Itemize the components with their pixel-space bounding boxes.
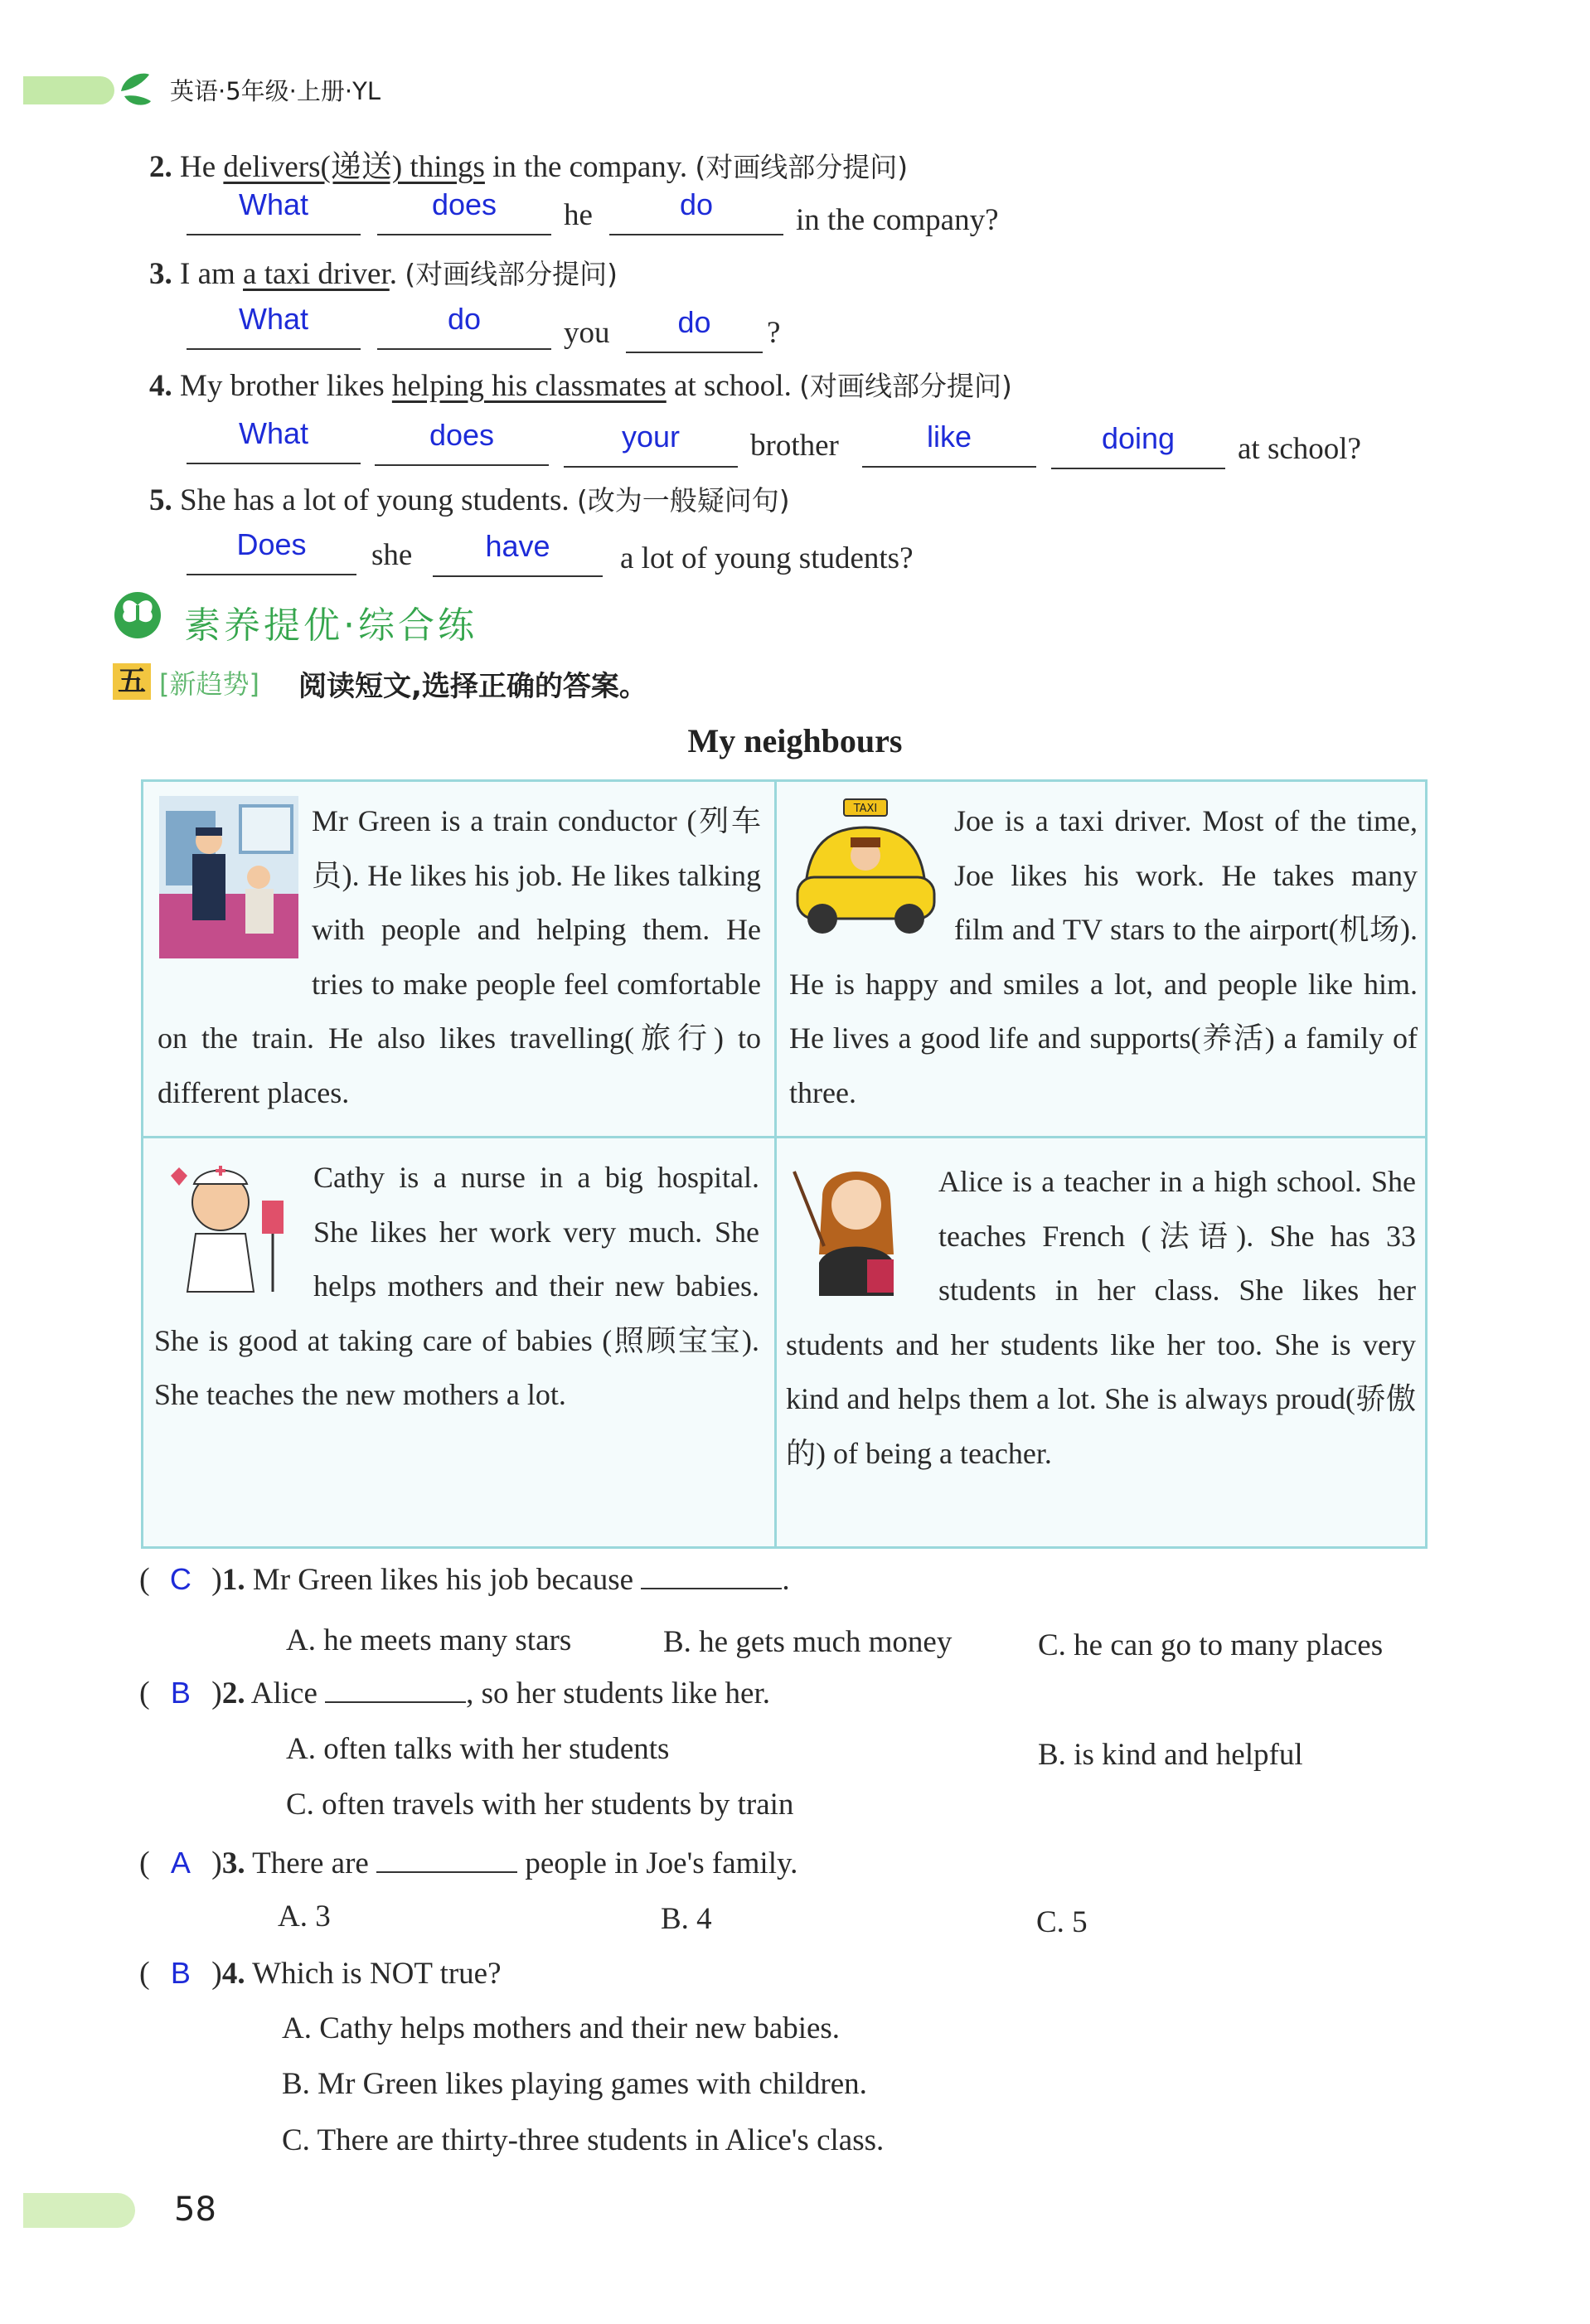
- answer-blank: like: [862, 416, 1036, 468]
- header-tab: [23, 76, 114, 104]
- answer-blank: does: [377, 184, 551, 235]
- option: C. often travels with her students by train: [286, 1788, 794, 1822]
- exercise-4: 4. My brother likes helping his classmates at school. (对画线部分提问): [149, 369, 1012, 403]
- question-1: ( C )1. Mr Green likes his job because .: [139, 1562, 790, 1597]
- story-title: My neighbours: [687, 722, 903, 759]
- question-3: ( A )3. There are people in Joe's family.: [139, 1846, 798, 1880]
- exercise-3: 3. I am a taxi driver. (对画线部分提问): [149, 257, 618, 291]
- underlined-part: helping his classmates: [391, 369, 667, 403]
- part-badge: 五: [113, 663, 151, 700]
- answer-letter: B: [170, 1956, 191, 1990]
- part-instruction: 阅读短文,选择正确的答案。: [298, 670, 647, 703]
- question-4: ( B )4. Which is NOT true?: [139, 1956, 502, 1991]
- option: A. he meets many stars: [286, 1623, 572, 1657]
- section-title: 素养提优·综合练: [184, 604, 477, 647]
- page-tab: [23, 2193, 135, 2228]
- answer-blank: do: [377, 298, 551, 350]
- trend-tag: [新趋势]: [159, 668, 259, 700]
- option: C. 5: [1036, 1905, 1088, 1939]
- divider: [774, 782, 777, 1546]
- answer-blank: What: [187, 184, 361, 235]
- story-joe: TAXI Joe is a taxi driver. Most of the time, Joe likes his work. He takes many film and TV stars to the airport(机场). He is happy and smiles a lot, and people like him. He lives a good life and supports(养活) a family of three.: [789, 794, 1418, 1120]
- answer-blank: doing: [1051, 418, 1225, 469]
- question-2: ( B )2. Alice , so her students like her.: [139, 1676, 771, 1710]
- answer-blank: have: [433, 526, 603, 577]
- option: A. often talks with her students: [286, 1732, 670, 1766]
- option: C. There are thirty-three students in Alice's class.: [282, 2123, 885, 2157]
- taxi-illustration: [789, 794, 943, 952]
- answer-blank: do: [626, 302, 763, 353]
- answer-blank: Does: [187, 524, 356, 575]
- teacher-illustration: [786, 1155, 927, 1296]
- divider: [143, 1136, 1425, 1138]
- answer-letter: C: [169, 1562, 191, 1596]
- taxi-sign: TAXI: [853, 803, 878, 815]
- option: B. Mr Green likes playing games with children.: [282, 2067, 867, 2101]
- option: B. he gets much money: [663, 1625, 953, 1659]
- answer-letter: A: [170, 1846, 191, 1880]
- nurse-illustration: [154, 1151, 302, 1300]
- page-number: 58: [174, 2191, 216, 2229]
- option: B. is kind and helpful: [1038, 1738, 1303, 1772]
- answer-blank: does: [375, 415, 549, 466]
- header-title: 英语·5年级·上册·YL: [170, 77, 381, 105]
- underlined-part: delivers(递送) things: [223, 150, 485, 184]
- exercise-5: 5. She has a lot of young students. (改为一般疑问句): [149, 483, 790, 517]
- option: B. 4: [661, 1902, 712, 1936]
- butterfly-icon: [113, 590, 166, 640]
- option: A. 3: [278, 1899, 331, 1933]
- train-conductor-illustration: [158, 794, 300, 960]
- option: A. Cathy helps mothers and their new babies.: [282, 2011, 841, 2045]
- option: C. he can go to many places: [1038, 1628, 1384, 1662]
- answer-blank: do: [609, 184, 783, 235]
- underlined-part: a taxi driver: [243, 257, 390, 291]
- story-cathy: Cathy is a nurse in a big hospital. She likes her work very much. She helps mothers and their new babies. She is good at taking care of babies (照顾宝宝). She teaches the new mothers a lot.: [154, 1151, 759, 1423]
- answer-blank: What: [187, 413, 361, 464]
- answer-blank: What: [187, 298, 361, 350]
- story-green: Mr Green is a train conductor (列车员). He likes his job. He likes talking with people and helping them. He tries to make people feel comfortable on the train. He also likes travelling(旅行) to different places.: [158, 794, 761, 1120]
- answer-letter: B: [170, 1676, 191, 1710]
- exercise-2: 2. He delivers(递送) things in the company. (对画线部分提问): [149, 150, 909, 184]
- answer-blank: your: [564, 416, 738, 468]
- leaf-icon: [116, 68, 154, 109]
- story-alice: Alice is a teacher in a high school. She teaches French (法语). She has 33 students in her class. She likes her students and her students like her too. She is very kind and helps them a lot. She is always proud(骄傲的) of being a teacher.: [786, 1155, 1416, 1481]
